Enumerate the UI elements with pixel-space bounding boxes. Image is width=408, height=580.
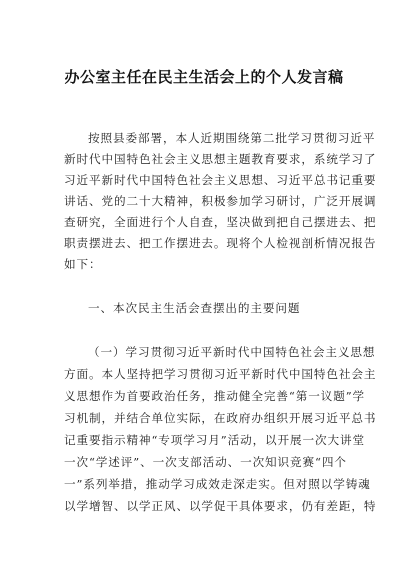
intro-line: 按照县委部署，本人近期围绕第二批学习贯彻习近平 xyxy=(88,131,376,145)
intro-line: 职责摆进去、把工作摆进去。现将个人检视剖析情况报告 xyxy=(64,236,377,250)
intro-line: 如下： xyxy=(64,257,102,271)
intro-line: 习近平新时代中国特色社会主义思想、习近平总书记重要 xyxy=(64,173,377,187)
subsection-line: （一）学习贯彻习近平新时代中国特色社会主义思想 xyxy=(88,345,376,359)
subsection-line: 一次“学述评”、一次支部活动、一次知识竞赛“四个 xyxy=(64,455,347,469)
document-title: 办公室主任在民主生活会上的个人发言稿 xyxy=(64,68,344,86)
subsection-line: 习机制，并结合单位实际，在政府办组织开展习近平总书 xyxy=(64,411,377,425)
subsection-line: 义思想作为首要政治任务，推动健全完善“第一议题”学 xyxy=(64,389,366,403)
subsection-line: 以学增智、以学正风、以学促干具体要求，仍有差距，特 xyxy=(64,499,377,513)
intro-line: 查研究，全面进行个人自查，坚决做到把自己摆进去、把 xyxy=(64,215,377,229)
subsection-line: 一”系列举措，推动学习成效走深走实。但对照以学铸魂 xyxy=(64,477,371,491)
subsection-line: 方面。本人坚持把学习贯彻习近平新时代中国特色社会主 xyxy=(64,367,377,381)
intro-line: 讲话、党的二十大精神，积极参加学习研讨，广泛开展调 xyxy=(64,194,377,208)
intro-line: 新时代中国特色社会主义思想主题教育要求，系统学习了 xyxy=(64,152,377,166)
subsection-line: 记重要指示精神“专项学习月”活动，以开展一次大讲堂 xyxy=(64,433,366,447)
section-heading: 一、本次民主生活会查摆出的主要问题 xyxy=(88,301,301,315)
